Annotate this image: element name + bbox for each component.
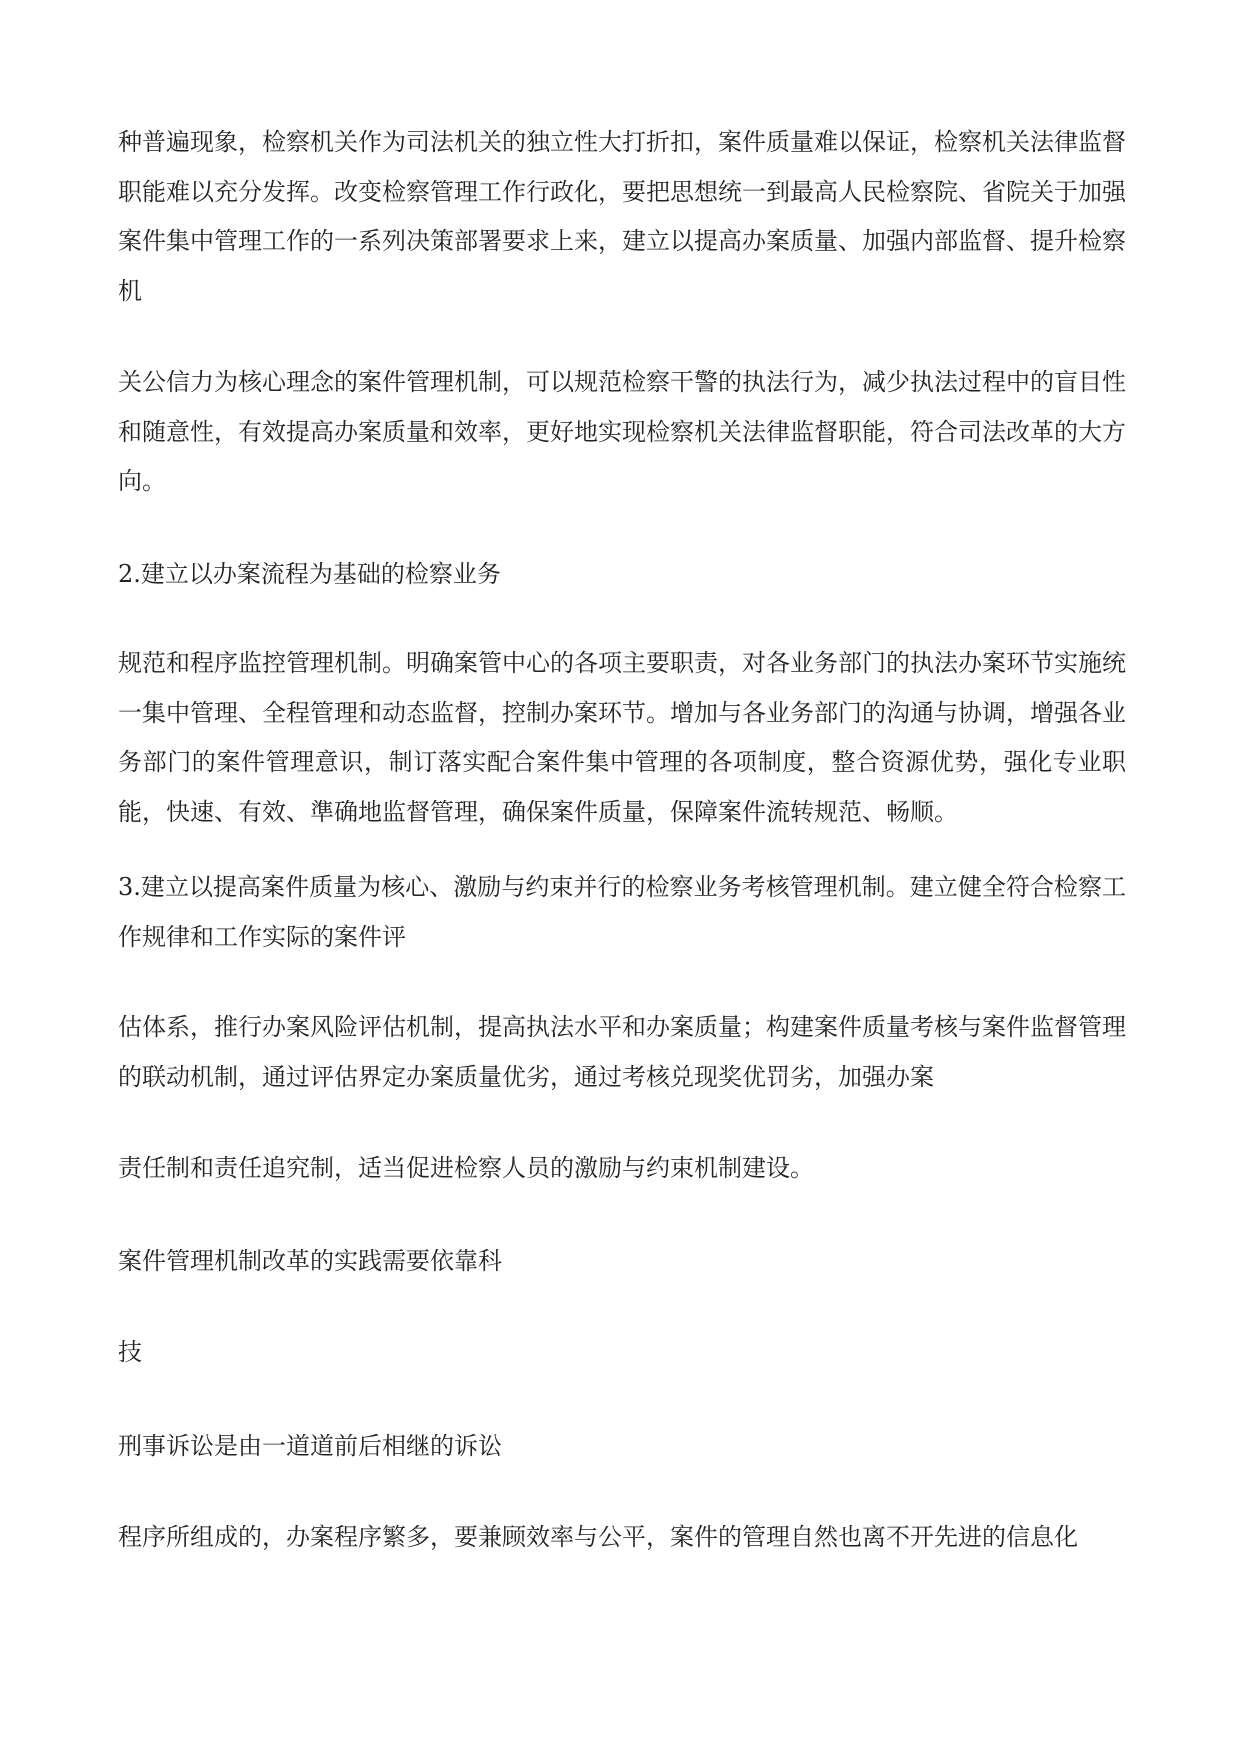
paragraph: 3.建立以提高案件质量为核心、激励与约束并行的检察业务考核管理机制。建立健全符合检察工作规律和工作实际的案件评 [118, 873, 1126, 951]
paragraph: 责任制和责任追究制，适当促进检察人员的激励与约束机制建设。 [118, 1154, 814, 1182]
paragraph: 种普遍现象，检察机关作为司法机关的独立性大打折扣，案件质量难以保证，检察机关法律监督职能难以充分发挥。改变检察管理工作行政化，要把思想统一到最高人民检察院、省院关于加强案件集中管理工作的一系列决策部署要求上来，建立以提高办案质量、加强内部监督、提升检察机 [118, 128, 1126, 305]
paragraph-heading: 2.建立以办案流程为基础的检察业务 [118, 559, 501, 588]
paragraph: 规范和程序监控管理机制。明确案管中心的各项主要职责，对各业务部门的执法办案环节实施统一集中管理、全程管理和动态监督，控制办案环节。增加与各业务部门的沟通与协调，增强各业务部门的案件管理意识，制订落实配合案件集中管理的各项制度，整合资源优势，强化专业职能，快速、有效、準确地监督管理，确保案件质量，保障案件流转规范、畅顺。 [118, 649, 1126, 826]
paragraph: 技 [118, 1338, 142, 1366]
paragraph: 关公信力为核心理念的案件管理机制，可以规范检察干警的执法行为，减少执法过程中的盲目性和随意性，有效提高办案质量和效率，更好地实现检察机关法律监督职能，符合司法改革的大方向。 [118, 368, 1126, 495]
paragraph: 刑事诉讼是由一道道前后相继的诉讼 [118, 1431, 502, 1460]
paragraph: 程序所组成的，办案程序繁多，要兼顾效率与公平，案件的管理自然也离不开先进的信息化 [118, 1523, 1078, 1551]
paragraph: 估体系，推行办案风险评估机制，提高执法水平和办案质量；构建案件质量考核与案件监督管理的联动机制，通过评估界定办案质量优劣，通过考核兑现奖优罚劣，加强办案 [118, 1013, 1126, 1091]
document-page [118, 118, 1126, 1563]
paragraph: 案件管理机制改革的实践需要依靠科 [118, 1246, 502, 1275]
